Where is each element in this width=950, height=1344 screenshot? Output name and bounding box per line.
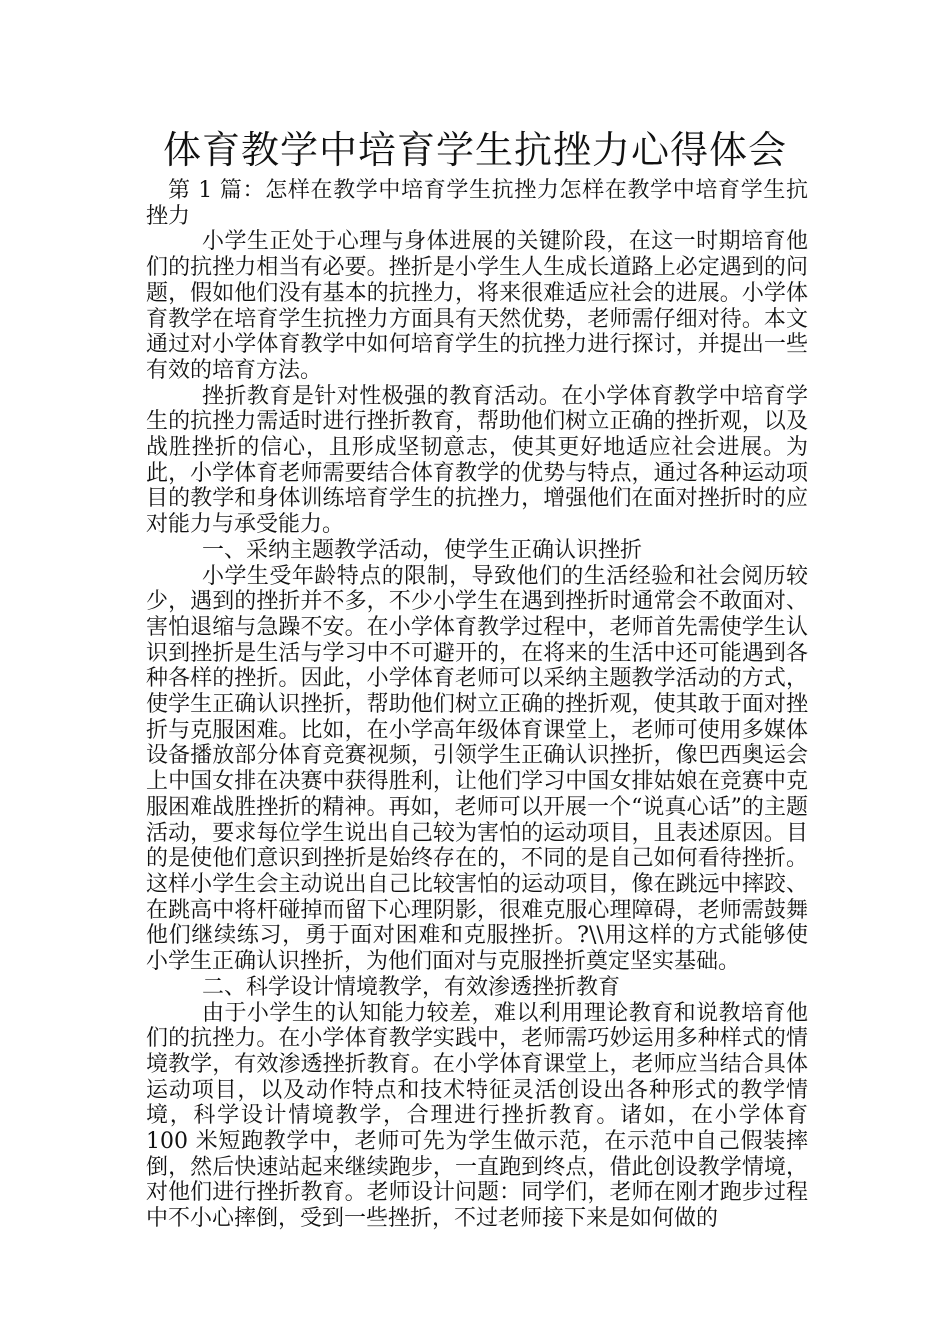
section-heading-2: 二、科学设计情境教学，有效渗透挫折教育 [202,974,621,1000]
document-body [146,178,808,1232]
article-subtitle: 第 1 篇：怎样在教学中培育学生抗挫力怎样在教学中培育学生抗挫力 [146,178,808,229]
section-1-paragraph: 小学生受年龄特点的限制，导致他们的生活经验和社会阅历较少，遇到的挫折并不多，不少小学生在遇到挫折时通常会不敢面对、害怕退缩与急躁不安。在小学体育教学过程中，老师首先需使学生认识到挫折是生活与学习中不可避开的，在将来的生活中还可能遇到各种各样的挫折。因此，小学体育老师可以采纳主题教学活动的方式，使学生正确认识挫折，帮助他们树立正确的挫折观，使其敢于面对挫折与克服困难。比如，在小学高年级体育课堂上，老师可使用多媒体设备播放部分体育竞赛视频，引领学生正确认识挫折，像巴西奥运会上中国女排在决赛中获得胜利，让他们学习中国女排姑娘在竞赛中克服困难战胜挫折的精神。再如，老师可以开展一个“说真心话”的主题活动，要求每位学生说出自己较为害怕的运动项目，且表述原因。目的是使他们意识到挫折是始终存在的，不同的是自己如何看待挫折。这样小学生会主动说出自己比较害怕的运动项目，像在跳远中摔跤、在跳高中将杆碰掉而留下心理阴影，很难克服心理障碍，老师需鼓舞他们继续练习，勇于面对困难和克服挫折。?\\用这样的方式能够使小学生正确认识挫折，为他们面对与克服挫折奠定坚实基础。 [146,563,808,975]
document-title: 体育教学中培育学生抗挫力心得体会 [162,128,787,172]
intro-paragraph-2: 挫折教育是针对性极强的教育活动。在小学体育教学中培育学生的抗挫力需适时进行挫折教育，帮助他们树立正确的挫折观，以及战胜挫折的信心，且形成坚韧意志，使其更好地适应社会进展。为此，小学体育老师需要结合体育教学的优势与特点，通过各种运动项目的教学和身体训练培育学生的抗挫力，增强他们在面对挫折时的应对能力与承受能力。 [146,383,808,538]
intro-paragraph-1: 小学生正处于心理与身体进展的关键阶段，在这一时期培育他们的抗挫力相当有必要。挫折是小学生人生成长道路上必定遇到的问题，假如他们没有基本的抗挫力，将来很难适应社会的进展。小学体育教学在培育学生抗挫力方面具有天然优势，老师需仔细对待。本文通过对小学体育教学中如何培育学生的抗挫力进行探讨，并提出一些有效的培育方法。 [146,229,808,383]
section-2-paragraph: 由于小学生的认知能力较差，难以利用理论教育和说教培育他们的抗挫力。在小学体育教学实践中，老师需巧妙运用多种样式的情境教学，有效渗透挫折教育。在小学体育课堂上，老师应当结合具体运动项目，以及动作特点和技术特征灵活创设出各种形式的教学情境，科学设计情境教学，合理进行挫折教育。诸如，在小学体育 100 米短跑教学中，老师可先为学生做示范，在示范中自己假装摔倒，然后快速站起来继续跑步，一直跑到终点，借此创设教学情境，对他们进行挫折教育。老师设计问题：同学们，老师在刚才跑步过程中不小心摔倒，受到一些挫折，不过老师接下来是如何做的 [146,1000,808,1232]
section-heading-1: 一、采纳主题教学活动，使学生正确认识挫折 [202,537,643,563]
